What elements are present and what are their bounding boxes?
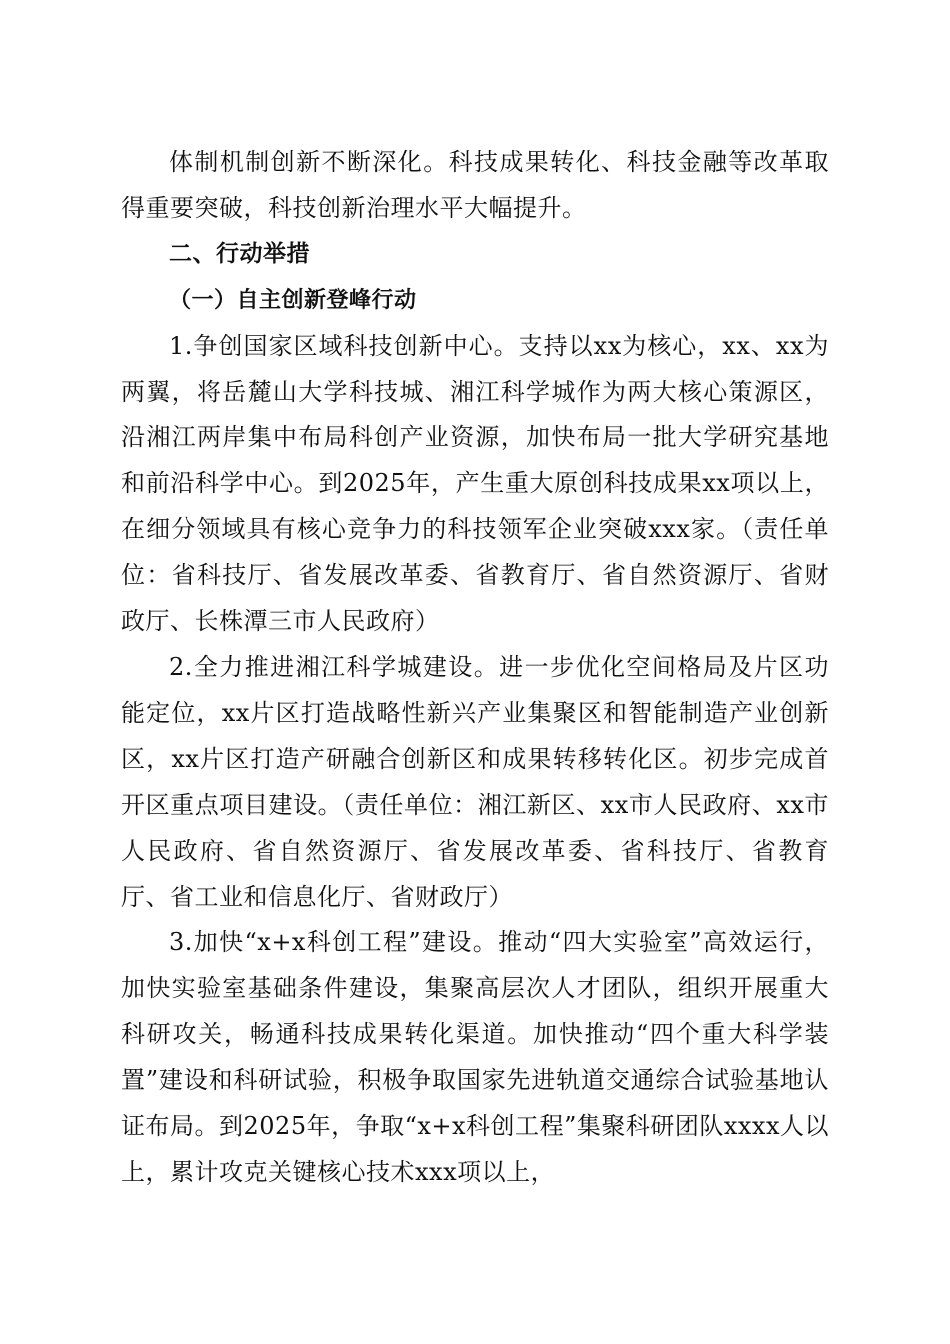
paragraph-item-1: 1.争创国家区域科技创新中心。支持以xx为核心，xx、xx为两翼，将岳麓山大学科技城、湘江科学城作为两大核心策源区，沿湘江两岸集中布局科创产业资源，加快布局一批大学研究基地和前沿科学中心。到2025年，产生重大原创科技成果xx项以上，在细分领域具有核心竞争力的科技领军企业突破xxx家。（责任单位：省科技厅、省发展改革委、省教育厅、省自然资源厅、省财政厅、长株潭三市人民政府） — [121, 331, 829, 636]
paragraph-item-2: 2.全力推进湘江科学城建设。进一步优化空间格局及片区功能定位，xx片区打造战略性新兴产业集聚区和智能制造产业创新区，xx片区打造产研融合创新区和成果转移转化区。初步完成首开区重点项目建设。（责任单位：湘江新区、xx市人民政府、xx市人民政府、省自然资源厅、省发展改革委、省科技厅、省教育厅、省工业和信息化厅、省财政厅） — [121, 652, 829, 911]
paragraph-reform-summary: 体制机制创新不断深化。科技成果转化、科技金融等改革取得重要突破，科技创新治理水平大幅提升。 — [121, 148, 829, 222]
paragraph-item-3: 3.加快“x+x科创工程”建设。推动“四大实验室”高效运行，加快实验室基础条件建设，集聚高层次人才团队，组织开展重大科研攻关，畅通科技成果转化渠道。加快推动“四个重大科学装置”建设和科研试验，积极争取国家先进轨道交通综合试验基地认证布局。到2025年，争取“x+x科创工程”集聚科研团队xxxx人以上，累计攻克关键核心技术xxx项以上， — [121, 928, 829, 1186]
document-body — [121, 140, 829, 1196]
section-heading-actions: 二、行动举措 — [169, 240, 310, 267]
subsection-heading-innovation: （一）自主创新登峰行动 — [169, 286, 417, 313]
